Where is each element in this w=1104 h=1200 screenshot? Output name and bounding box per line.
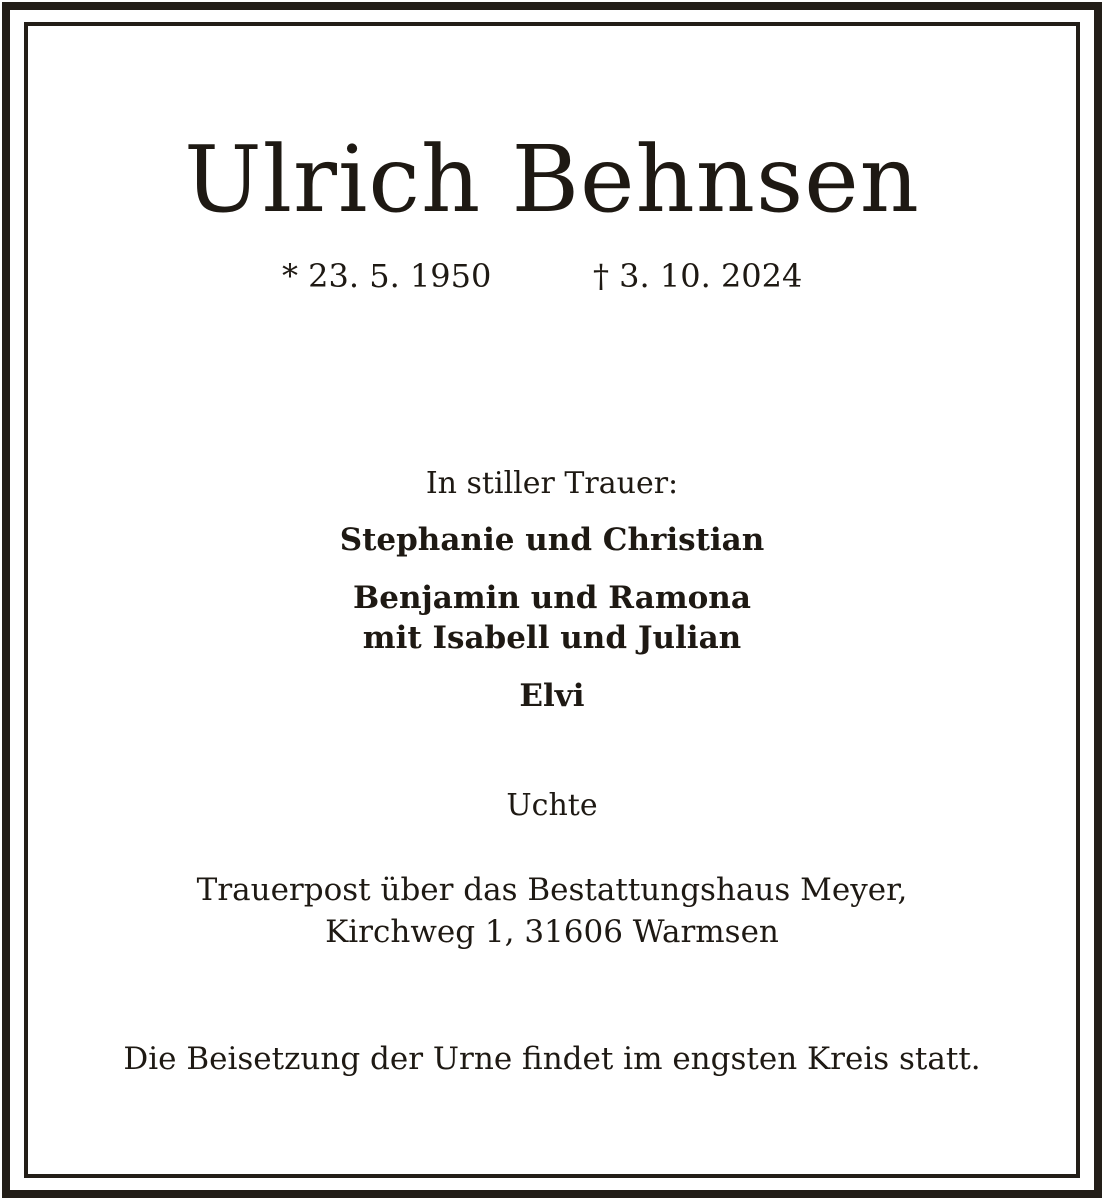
mourner-line: Elvi — [519, 678, 585, 714]
place-name: Uchte — [506, 788, 598, 823]
condolence-address-line: Kirchweg 1, 31606 Warmsen — [325, 914, 779, 950]
mourning-intro: In stiller Trauer: — [425, 466, 679, 501]
mourner-line: mit Isabell und Julian — [362, 620, 742, 656]
life-dates — [0, 256, 1104, 296]
mourner-line: Stephanie und Christian — [339, 522, 765, 558]
death-date: † 3. 10. 2024 — [593, 257, 803, 295]
burial-notice: Die Beisetzung der Urne findet im engsten Kreis statt. — [123, 1041, 981, 1077]
mourner-line: Benjamin und Ramona — [353, 580, 751, 616]
birth-date: * 23. 5. 1950 — [282, 257, 492, 295]
condolence-address-line: Trauerpost über das Bestattungshaus Meyer, — [196, 872, 908, 908]
deceased-name: Ulrich Behnsen — [184, 126, 920, 233]
